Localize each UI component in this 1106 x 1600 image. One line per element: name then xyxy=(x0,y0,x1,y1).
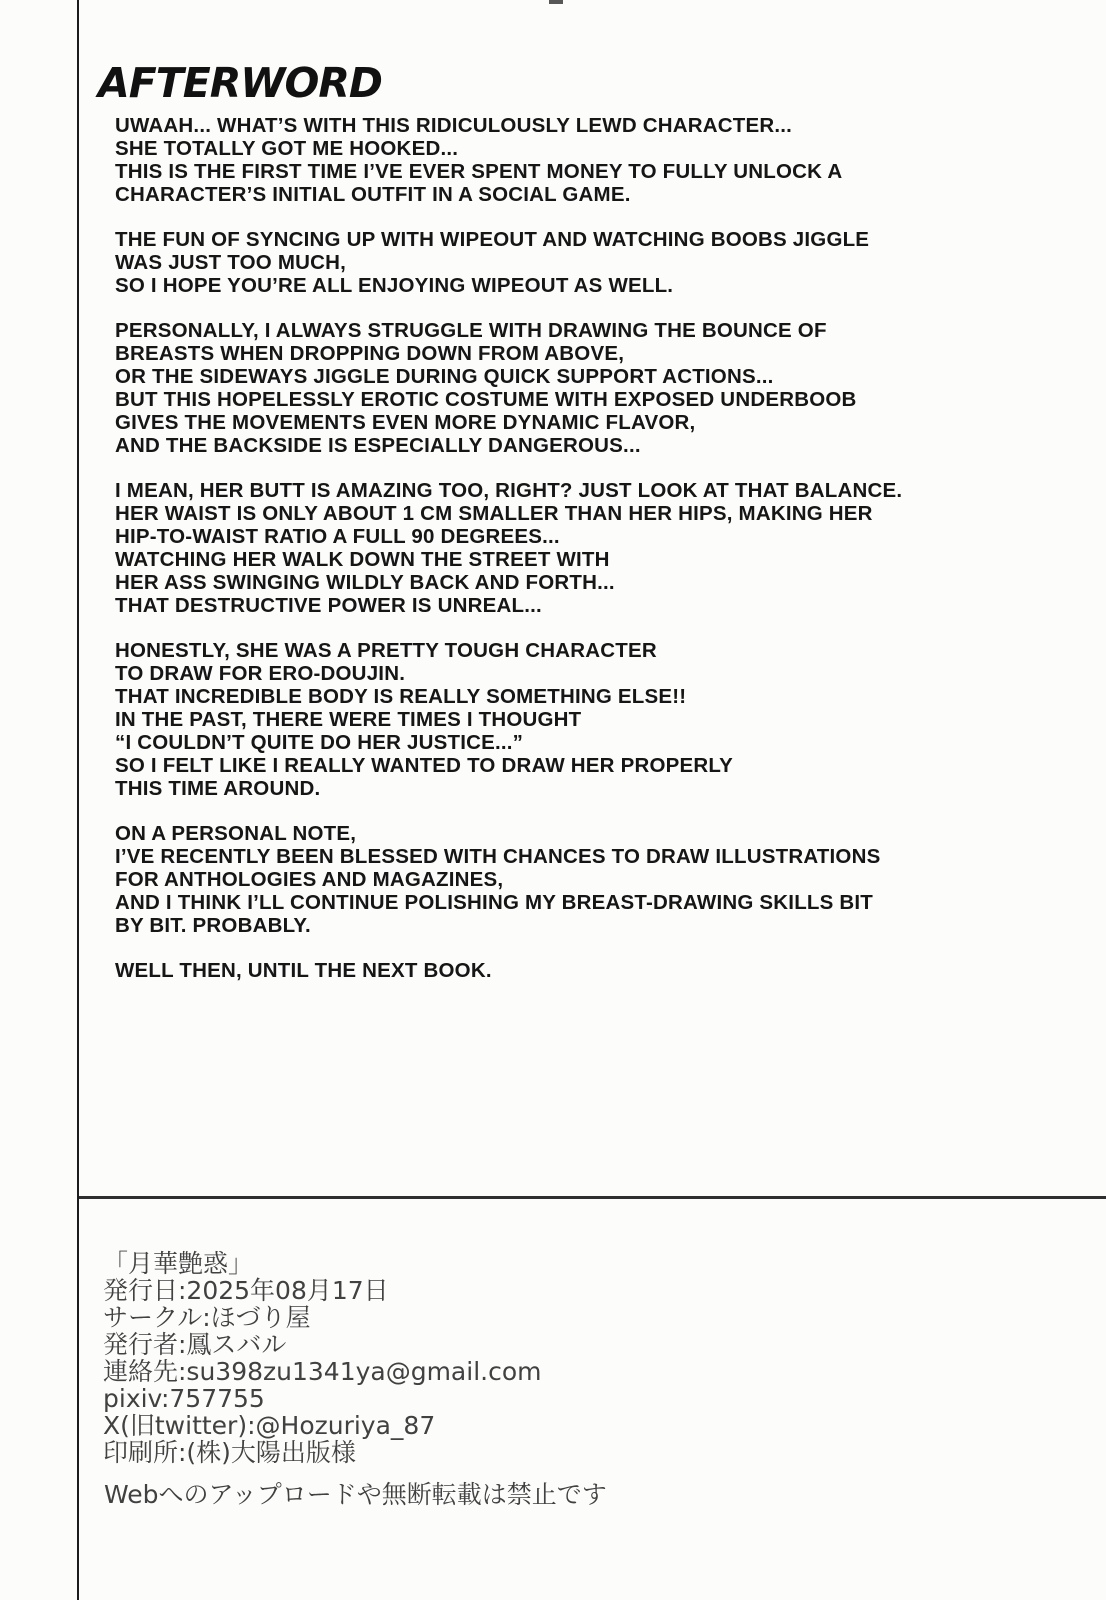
left-border-line xyxy=(77,0,79,1600)
text-line: サークル:ほづり屋 xyxy=(103,1303,311,1332)
text-line: CHARACTER’S INITIAL OUTFIT IN A SOCIAL GAME. xyxy=(115,183,631,206)
text-line: SO I HOPE YOU’RE ALL ENJOYING WIPEOUT AS WELL. xyxy=(115,274,674,297)
text-line: THIS IS THE FIRST TIME I’VE EVER SPENT MONEY TO FULLY UNLOCK A xyxy=(115,160,843,183)
text-line: HER WAIST IS ONLY ABOUT 1 CM SMALLER THAN HER HIPS, MAKING HER xyxy=(115,502,873,525)
text-line: HIP-TO-WAIST RATIO A FULL 90 DEGREES... xyxy=(115,525,560,548)
scan-artifact xyxy=(549,0,563,4)
text-line: HONESTLY, SHE WAS A PRETTY TOUGH CHARACTER xyxy=(115,639,657,662)
text-line: “I COULDN’T QUITE DO HER JUSTICE...” xyxy=(115,731,524,754)
text-line: THAT DESTRUCTIVE POWER IS UNREAL... xyxy=(115,594,542,617)
text-line: GIVES THE MOVEMENTS EVEN MORE DYNAMIC FLAVOR, xyxy=(115,411,696,434)
afterword-body xyxy=(115,114,1065,1004)
text-line: PERSONALLY, I ALWAYS STRUGGLE WITH DRAWING THE BOUNCE OF xyxy=(115,319,827,342)
text-line: SHE TOTALLY GOT ME HOOKED... xyxy=(115,137,459,160)
text-line: 連絡先:su398zu1341ya@gmail.com xyxy=(103,1357,542,1386)
text-line: THE FUN OF SYNCING UP WITH WIPEOUT AND WATCHING BOOBS JIGGLE xyxy=(115,228,870,251)
paragraph xyxy=(115,639,1065,800)
text-line: WAS JUST TOO MUCH, xyxy=(115,251,347,274)
text-line: UWAAH... WHAT’S WITH THIS RIDICULOUSLY LEWD CHARACTER... xyxy=(115,114,793,137)
text-line: ON A PERSONAL NOTE, xyxy=(115,822,357,845)
paragraph xyxy=(115,822,1065,937)
text-line: I MEAN, HER BUTT IS AMAZING TOO, RIGHT? JUST LOOK AT THAT BALANCE. xyxy=(115,479,903,502)
text-line: HER ASS SWINGING WILDLY BACK AND FORTH... xyxy=(115,571,615,594)
text-line: X(旧twitter):@Hozuriya_87 xyxy=(103,1411,436,1440)
paragraph xyxy=(115,319,1065,457)
text-line: BUT THIS HOPELESSLY EROTIC COSTUME WITH EXPOSED UNDERBOOB xyxy=(115,388,857,411)
text-line: THAT INCREDIBLE BODY IS REALLY SOMETHING ELSE!! xyxy=(115,685,687,708)
paragraph xyxy=(115,228,1065,297)
text-line: THIS TIME AROUND. xyxy=(115,777,321,800)
colophon-divider-line xyxy=(79,1196,1106,1199)
colophon xyxy=(103,1250,542,1466)
text-line: 発行日:2025年08月17日 xyxy=(103,1276,389,1305)
text-line: I’VE RECENTLY BEEN BLESSED WITH CHANCES TO DRAW ILLUSTRATIONS xyxy=(115,845,881,868)
text-line: BREASTS WHEN DROPPING DOWN FROM ABOVE, xyxy=(115,342,625,365)
text-line: TO DRAW FOR ERO-DOUJIN. xyxy=(115,662,406,685)
text-line: AND THE BACKSIDE IS ESPECIALLY DANGEROUS... xyxy=(115,434,641,457)
text-line: OR THE SIDEWAYS JIGGLE DURING QUICK SUPPORT ACTIONS... xyxy=(115,365,774,388)
paragraph xyxy=(115,114,1065,206)
text-line: pixiv:757755 xyxy=(103,1384,265,1413)
text-line: 「月華艶惑」 xyxy=(103,1249,254,1278)
text-line: WELL THEN, UNTIL THE NEXT BOOK. xyxy=(115,959,492,982)
paragraph xyxy=(115,959,1065,982)
text-line: 印刷所:(株)大陽出版様 xyxy=(103,1438,356,1467)
text-line: WATCHING HER WALK DOWN THE STREET WITH xyxy=(115,548,610,571)
text-line: SO I FELT LIKE I REALLY WANTED TO DRAW HER PROPERLY xyxy=(115,754,734,777)
text-line: BY BIT. PROBABLY. xyxy=(115,914,311,937)
text-line: 発行者:鳳スバル xyxy=(103,1330,287,1359)
paragraph xyxy=(115,479,1065,617)
text-line: IN THE PAST, THERE WERE TIMES I THOUGHT xyxy=(115,708,582,731)
text-line: AND I THINK I’LL CONTINUE POLISHING MY BREAST-DRAWING SKILLS BIT xyxy=(115,891,874,914)
upload-notice: Webへのアップロードや無断転載は禁止です xyxy=(104,1480,607,1509)
page-title: AFTERWORD xyxy=(98,59,382,107)
text-line: FOR ANTHOLOGIES AND MAGAZINES, xyxy=(115,868,504,891)
